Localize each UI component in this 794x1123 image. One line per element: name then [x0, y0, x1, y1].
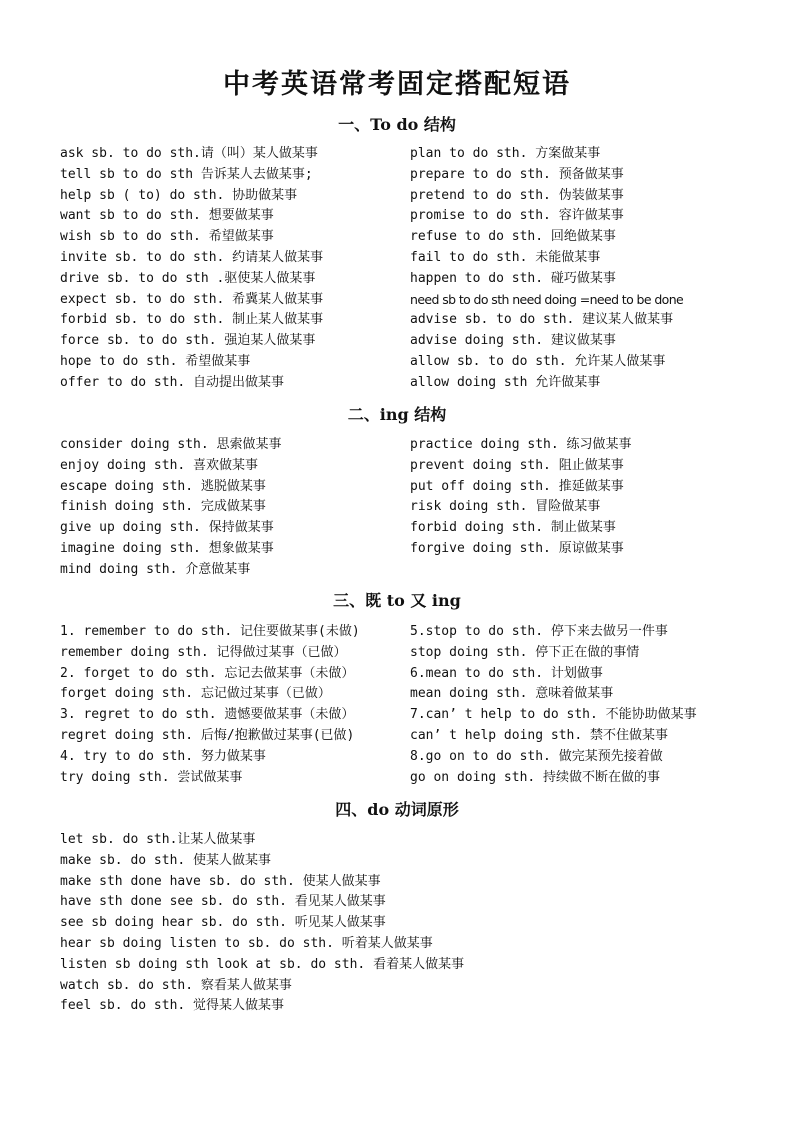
section-ing-right-list	[410, 435, 632, 560]
phrase-item: fail to do sth. 未能做某事	[410, 249, 601, 265]
section-bare-infinitive-list	[60, 830, 464, 1017]
phrase-item: practice doing sth. 练习做某事	[410, 437, 632, 452]
phrase-item: make sb. do sth. 使某人做某事	[60, 852, 272, 868]
phrase-item: advise doing sth. 建议做某事	[410, 333, 616, 349]
phrase-item: consider doing sth. 思索做某事	[60, 437, 282, 452]
phrase-item: force sb. to do sth. 强迫某人做某事	[60, 333, 316, 349]
section-to-do-right-list	[410, 144, 683, 394]
phrase-item: put off doing sth. 推延做某事	[410, 478, 624, 494]
phrase-item: forget doing sth. 忘记做过某事（已做）	[60, 686, 331, 702]
phrase-item: allow sb. to do sth. 允许某人做某事	[410, 353, 666, 369]
phrase-item: drive sb. to do sth .驱使某人做某事	[60, 270, 316, 286]
phrase-item: see sb doing hear sb. do sth. 听见某人做某事	[60, 915, 386, 931]
section-to-and-ing-left-list	[60, 622, 360, 788]
phrase-item: prevent doing sth. 阻止做某事	[410, 457, 624, 473]
phrase-item: 1. remember to do sth. 记住要做某事(未做)	[60, 624, 360, 639]
phrase-item: make sth done have sb. do sth. 使某人做某事	[60, 873, 381, 889]
phrase-item: forbid sb. to do sth. 制止某人做某事	[60, 312, 324, 328]
phrase-item: wish sb to do sth. 希望做某事	[60, 229, 274, 245]
section-heading-bare-infinitive: 四、do 动词原形	[335, 800, 459, 819]
phrase-item: pretend to do sth. 伪装做某事	[410, 187, 624, 203]
phrase-item: ask sb. to do sth.请（叫）某人做某事	[60, 146, 318, 161]
section-to-do-left-list	[60, 144, 323, 394]
phrase-item: listen sb doing sth look at sb. do sth. 看着某人做某事	[60, 956, 465, 972]
section-heading-ing: 二、ing 结构	[347, 405, 447, 424]
section-to-and-ing-right-list	[410, 622, 697, 788]
phrase-item: enjoy doing sth. 喜欢做某事	[60, 457, 259, 473]
phrase-item: feel sb. do sth. 觉得某人做某事	[60, 998, 285, 1014]
phrase-item: give up doing sth. 保持做某事	[60, 520, 274, 536]
phrase-item: need sb to do sth need doing =need to be done	[410, 291, 684, 307]
phrase-item: mean doing sth. 意味着做某事	[410, 686, 614, 702]
phrase-item: let sb. do sth.让某人做某事	[60, 832, 256, 847]
phrase-item: 8.go on to do sth. 做完某预先接着做	[410, 748, 663, 764]
phrase-item: hear sb doing listen to sb. do sth. 听着某人做某事	[60, 935, 433, 951]
phrase-item: try doing sth. 尝试做某事	[60, 769, 243, 785]
phrase-item: regret doing sth. 后悔/抱歉做过某事(已做)	[60, 727, 355, 743]
phrase-item: 4. try to do sth. 努力做某事	[60, 748, 266, 764]
section-heading-to-do: 一、To do 结构	[338, 115, 456, 134]
phrase-item: promise to do sth. 容许做某事	[410, 208, 624, 224]
phrase-item: 7.can’ t help to do sth. 不能协助做某事	[410, 707, 697, 723]
phrase-item: plan to do sth. 方案做某事	[410, 146, 601, 161]
phrase-item: happen to do sth. 碰巧做某事	[410, 270, 616, 286]
phrase-item: help sb ( to) do sth. 协助做某事	[60, 187, 298, 203]
page-title: 中考英语常考固定搭配短语	[223, 69, 571, 100]
phrase-item: tell sb to do sth 告诉某人去做某事;	[60, 166, 313, 182]
phrase-item: 2. forget to do sth. 忘记去做某事（未做）	[60, 665, 355, 681]
phrase-item: go on doing sth. 持续做不断在做的事	[410, 769, 661, 785]
phrase-item: 5.stop to do sth. 停下来去做另一件事	[410, 624, 668, 639]
phrase-item: can’ t help doing sth. 禁不住做某事	[410, 727, 669, 743]
phrase-item: have sth done see sb. do sth. 看见某人做某事	[60, 894, 386, 910]
phrase-item: refuse to do sth. 回绝做某事	[410, 229, 616, 245]
phrase-item: remember doing sth. 记得做过某事（已做）	[60, 644, 347, 660]
phrase-item: escape doing sth. 逃脱做某事	[60, 478, 266, 494]
phrase-item: forgive doing sth. 原谅做某事	[410, 540, 624, 556]
phrase-item: advise sb. to do sth. 建议某人做某事	[410, 312, 674, 328]
phrase-item: invite sb. to do sth. 约请某人做某事	[60, 249, 324, 265]
phrase-item: forbid doing sth. 制止做某事	[410, 520, 616, 536]
phrase-item: mind doing sth. 介意做某事	[60, 561, 251, 577]
phrase-item: 3. regret to do sth. 遗憾要做某事（未做）	[60, 707, 355, 723]
phrase-item: 6.mean to do sth. 计划做事	[410, 665, 603, 681]
phrase-item: prepare to do sth. 预备做某事	[410, 166, 624, 182]
phrase-item: watch sb. do sth. 察看某人做某事	[60, 977, 292, 993]
phrase-item: hope to do sth. 希望做某事	[60, 353, 251, 369]
phrase-item: expect sb. to do sth. 希冀某人做某事	[60, 291, 324, 307]
phrase-item: want sb to do sth. 想要做某事	[60, 208, 274, 224]
phrase-item: stop doing sth. 停下正在做的事情	[410, 644, 640, 660]
section-heading-to-and-ing: 三、既 to 又 ing	[333, 591, 461, 610]
phrase-item: risk doing sth. 冒险做某事	[410, 499, 601, 515]
phrase-item: imagine doing sth. 想象做某事	[60, 540, 274, 556]
phrase-item: finish doing sth. 完成做某事	[60, 499, 266, 515]
section-ing-left-list	[60, 435, 282, 581]
phrase-item: allow doing sth 允许做某事	[410, 374, 601, 390]
phrase-item: offer to do sth. 自动提出做某事	[60, 374, 285, 390]
